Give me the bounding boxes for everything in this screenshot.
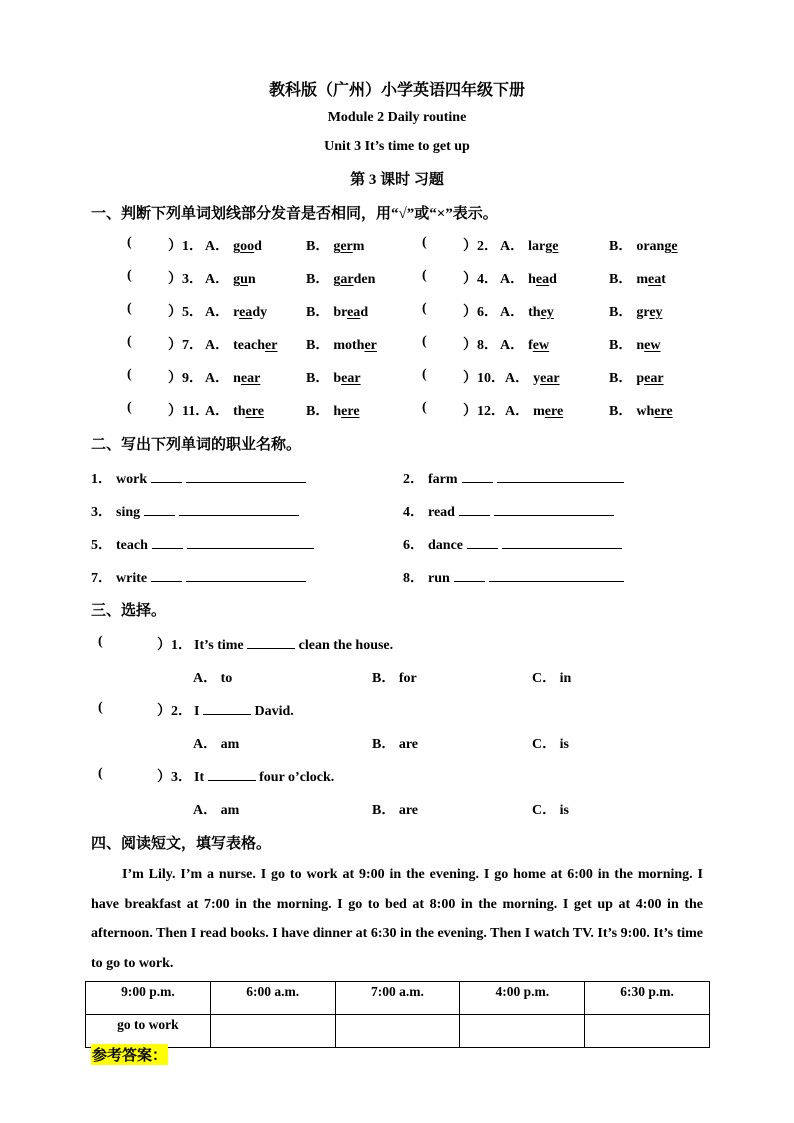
option-letter: A． xyxy=(505,404,530,419)
dash-line xyxy=(467,543,498,549)
word-part: wh xyxy=(636,404,655,419)
base-word: read xyxy=(428,505,455,520)
profession-item xyxy=(91,468,306,488)
underlined-part: ew xyxy=(532,338,550,353)
option-letter: A． xyxy=(500,239,525,254)
word-part: moth xyxy=(333,338,365,353)
item-number: ）1． xyxy=(168,239,203,254)
choice-option[interactable]: C． in xyxy=(532,671,572,686)
underlined-part: ey xyxy=(649,305,663,320)
lesson-title: 第 3 课时 习题 xyxy=(350,172,444,188)
fill-in-blank[interactable] xyxy=(247,637,295,649)
underlined-part: u xyxy=(240,272,248,287)
answer-paren-open[interactable]: ( xyxy=(127,301,132,316)
word-part: d xyxy=(360,305,369,320)
answer-paren-open[interactable]: ( xyxy=(422,268,427,283)
word-option-b xyxy=(609,301,663,321)
base-word: teach xyxy=(116,538,148,553)
activity-cell: go to work xyxy=(86,1015,211,1048)
word-part: r xyxy=(233,305,240,320)
question-text: David. xyxy=(254,704,294,719)
word-part: h xyxy=(528,272,536,287)
activity-cell[interactable] xyxy=(585,1015,710,1048)
item-number: ）8． xyxy=(463,338,498,353)
dash-line xyxy=(152,543,183,549)
word-option-a xyxy=(205,367,260,387)
document-title: 教科版（广州）小学英语四年级下册 xyxy=(268,82,525,99)
underlined-part: ea xyxy=(648,272,662,287)
fill-in-blank[interactable] xyxy=(203,703,251,715)
time-cell: 6:00 a.m. xyxy=(210,982,335,1015)
choice-option[interactable]: C． is xyxy=(532,803,569,818)
word-part: y xyxy=(533,371,541,386)
word-part: g xyxy=(233,272,241,287)
item-number: 2． xyxy=(403,472,424,487)
dash-line xyxy=(151,576,182,582)
underlined-part: ar xyxy=(340,272,354,287)
word-option-b xyxy=(306,301,368,321)
underlined-part: ear xyxy=(644,371,664,386)
option-letter: B． xyxy=(609,272,633,287)
underlined-part: ere xyxy=(654,404,673,419)
part1-heading: 一、判断下列单词划线部分发音是否相同，用“√”或“×”表示。 xyxy=(91,206,498,222)
word-option-a xyxy=(205,235,262,255)
word-option-b xyxy=(609,334,660,354)
choice-option[interactable]: B． are xyxy=(372,737,419,752)
answer-paren-open[interactable]: ( xyxy=(127,268,132,283)
item-number: ）3． xyxy=(168,272,203,287)
question-text: four o’clock. xyxy=(259,770,335,785)
part3-heading: 三、选择。 xyxy=(91,603,167,619)
activity-cell[interactable] xyxy=(210,1015,335,1048)
word-option-a xyxy=(500,334,549,354)
question-text: It xyxy=(194,770,205,785)
underlined-part: er xyxy=(340,239,353,254)
base-word: farm xyxy=(428,472,458,487)
word-part: t xyxy=(661,272,666,287)
word-part: m xyxy=(533,404,545,419)
option-letter: B． xyxy=(306,338,330,353)
table-row-times xyxy=(86,982,710,1015)
item-number: 4． xyxy=(403,505,424,520)
word-part: p xyxy=(636,371,645,386)
word-part: den xyxy=(353,272,376,287)
time-cell: 9:00 p.m. xyxy=(86,982,211,1015)
item-number: ）5． xyxy=(168,305,203,320)
activity-cell[interactable] xyxy=(460,1015,585,1048)
item-number: 3． xyxy=(91,505,112,520)
answer-paren-open[interactable]: ( xyxy=(422,367,427,382)
question-text: clean the house. xyxy=(298,638,394,653)
answer-key-label: 参考答案： xyxy=(91,1044,168,1065)
answer-paren-open[interactable]: ( xyxy=(127,334,132,349)
word-option-b xyxy=(609,268,666,288)
word-part: n xyxy=(636,338,645,353)
underlined-part: ere xyxy=(341,404,360,419)
part2-heading: 二、写出下列单词的职业名称。 xyxy=(91,437,302,453)
choice-option[interactable]: B． are xyxy=(372,803,419,818)
option-letter: B． xyxy=(609,338,633,353)
question-text: I xyxy=(194,704,200,719)
item-number: 1． xyxy=(91,472,112,487)
word-option-b xyxy=(306,367,361,387)
underlined-part: ew xyxy=(644,338,661,353)
option-letter: A． xyxy=(205,404,230,419)
profession-item xyxy=(403,567,624,587)
answer-paren-open[interactable]: ( xyxy=(127,235,132,250)
profession-answer-blank[interactable] xyxy=(489,570,624,582)
base-word: sing xyxy=(116,505,141,520)
answer-paren-open[interactable]: ( xyxy=(98,700,103,715)
answer-paren-open[interactable]: ( xyxy=(98,634,103,649)
profession-item xyxy=(91,501,299,521)
word-option-a xyxy=(205,400,264,420)
item-number: ）11． xyxy=(168,404,210,419)
item-number: ）2． xyxy=(463,239,498,254)
dash-line xyxy=(144,510,175,516)
profession-item xyxy=(403,534,622,554)
word-option-a xyxy=(500,235,558,255)
underlined-part: oo xyxy=(240,239,255,254)
item-number: ）4． xyxy=(463,272,498,287)
answer-paren-open[interactable]: ( xyxy=(422,235,427,250)
word-option-a xyxy=(205,301,267,321)
dash-line xyxy=(151,477,182,483)
option-letter: B． xyxy=(306,239,330,254)
option-letter: B． xyxy=(306,272,330,287)
word-part: b xyxy=(333,371,342,386)
option-letter: A． xyxy=(500,272,525,287)
underlined-part: er xyxy=(265,338,278,353)
word-option-b xyxy=(306,400,360,420)
reading-paragraph: I’m Lily. I’m a nurse. I go to work at 9:00 in the evening. I go home at 6:00 in the morning. I have breakfast at 7:00 in the morning. I go to bed at 8:00 in the morning. I get up at 4:00 in the afternoon. Then I read books. I have dinner at 6:30 in the evening. Then I watch TV. It’s 9:00. It’s time to go to work. xyxy=(91,867,703,971)
profession-answer-blank[interactable] xyxy=(494,504,614,516)
answer-paren-open[interactable]: ( xyxy=(422,301,427,316)
item-number: 6． xyxy=(403,538,424,553)
question-number: ）3． xyxy=(157,770,192,785)
base-word: run xyxy=(428,571,450,586)
underlined-part: ge xyxy=(545,239,559,254)
choice-option[interactable]: A． am xyxy=(193,803,240,818)
part4-heading: 四、阅读短文，填写表格。 xyxy=(91,836,272,852)
profession-answer-blank[interactable] xyxy=(186,570,306,582)
underlined-part: ear xyxy=(341,371,361,386)
option-letter: A． xyxy=(500,305,525,320)
item-number: 8． xyxy=(403,571,424,586)
option-letter: B． xyxy=(609,404,633,419)
profession-answer-blank[interactable] xyxy=(502,537,622,549)
base-word: write xyxy=(116,571,148,586)
profession-answer-blank[interactable] xyxy=(187,537,314,549)
word-part: m xyxy=(352,239,365,254)
choice-option[interactable]: B． for xyxy=(372,671,417,686)
time-cell: 6:30 p.m. xyxy=(585,982,710,1015)
word-part: th xyxy=(233,404,246,419)
word-part: g xyxy=(333,272,341,287)
table-row-activities xyxy=(86,1015,710,1048)
word-option-b xyxy=(609,235,678,255)
option-letter: A． xyxy=(205,371,230,386)
profession-item xyxy=(403,468,624,488)
profession-item xyxy=(403,501,614,521)
choice-option[interactable]: A． to xyxy=(193,671,233,686)
word-part: n xyxy=(233,371,241,386)
dash-line xyxy=(459,510,490,516)
dash-line xyxy=(462,477,493,483)
module-title: Module 2 Daily routine xyxy=(327,110,467,125)
option-letter: B． xyxy=(306,305,330,320)
word-option-b xyxy=(609,367,664,387)
word-option-a xyxy=(500,301,554,321)
underlined-part: ey xyxy=(540,305,554,320)
option-letter: B． xyxy=(609,305,633,320)
word-option-b xyxy=(609,400,673,420)
word-part: h xyxy=(333,404,342,419)
question-text: It’s time xyxy=(194,638,244,653)
underlined-part: ere xyxy=(544,404,564,419)
option-letter: A． xyxy=(500,338,525,353)
word-part: br xyxy=(333,305,348,320)
option-letter: B． xyxy=(609,239,633,254)
option-letter: A． xyxy=(505,371,530,386)
item-number: ）12． xyxy=(463,404,505,419)
word-part: lar xyxy=(528,239,546,254)
option-letter: B． xyxy=(609,371,633,386)
item-number: ）6． xyxy=(463,305,498,320)
word-option-a xyxy=(505,400,563,420)
word-option-b xyxy=(306,268,375,288)
profession-answer-blank[interactable] xyxy=(186,471,306,483)
underlined-part: ea xyxy=(535,272,550,287)
profession-answer-blank[interactable] xyxy=(497,471,624,483)
question-number: ）1． xyxy=(157,638,192,653)
base-word: work xyxy=(116,472,148,487)
profession-item xyxy=(91,567,306,587)
answer-paren-open[interactable]: ( xyxy=(422,400,427,415)
word-part: d xyxy=(254,239,262,254)
word-part: th xyxy=(528,305,541,320)
option-letter: B． xyxy=(306,404,330,419)
underlined-part: er xyxy=(364,338,377,353)
word-part: g xyxy=(233,239,241,254)
word-part: g xyxy=(333,239,341,254)
time-cell: 4:00 p.m. xyxy=(460,982,585,1015)
answer-paren-open[interactable]: ( xyxy=(127,367,132,382)
choice-option[interactable]: A． am xyxy=(193,737,240,752)
question-line xyxy=(157,766,334,786)
option-letter: A． xyxy=(205,272,230,287)
word-option-a xyxy=(505,367,560,387)
profession-item xyxy=(91,534,314,554)
word-option-b xyxy=(306,235,364,255)
dash-line xyxy=(454,576,485,582)
word-part: n xyxy=(247,272,256,287)
word-part: f xyxy=(528,338,533,353)
underlined-part: ea xyxy=(239,305,253,320)
time-cell: 7:00 a.m. xyxy=(335,982,460,1015)
question-number: ）2． xyxy=(157,704,192,719)
underlined-part: ear xyxy=(240,371,261,386)
word-option-a xyxy=(500,268,557,288)
item-number: 7． xyxy=(91,571,112,586)
base-word: dance xyxy=(428,538,463,553)
schedule-table xyxy=(85,981,710,1048)
underlined-part: ge xyxy=(664,239,678,254)
word-part: gr xyxy=(636,305,650,320)
option-letter: A． xyxy=(205,305,230,320)
item-number: ）10． xyxy=(463,371,505,386)
option-letter: B． xyxy=(306,371,330,386)
question-line xyxy=(157,634,393,654)
word-part: oran xyxy=(636,239,665,254)
question-line xyxy=(157,700,294,720)
word-part: d xyxy=(549,272,557,287)
item-number: 5． xyxy=(91,538,112,553)
underlined-part: ere xyxy=(245,404,264,419)
answer-paren-open[interactable]: ( xyxy=(98,766,103,781)
item-number: ）9． xyxy=(168,371,203,386)
activity-cell[interactable] xyxy=(335,1015,460,1048)
underlined-part: ear xyxy=(540,371,560,386)
item-number: ）7． xyxy=(168,338,203,353)
profession-answer-blank[interactable] xyxy=(179,504,299,516)
word-option-b xyxy=(306,334,377,354)
answer-paren-open[interactable]: ( xyxy=(422,334,427,349)
option-letter: A． xyxy=(205,338,230,353)
option-letter: A． xyxy=(205,239,230,254)
word-option-a xyxy=(205,268,256,288)
answer-paren-open[interactable]: ( xyxy=(127,400,132,415)
word-option-a xyxy=(205,334,277,354)
underlined-part: ea xyxy=(347,305,361,320)
word-part: m xyxy=(636,272,649,287)
word-part: teach xyxy=(233,338,266,353)
word-part: dy xyxy=(252,305,268,320)
unit-title: Unit 3 It’s time to get up xyxy=(324,139,470,154)
fill-in-blank[interactable] xyxy=(208,769,256,781)
choice-option[interactable]: C． is xyxy=(532,737,569,752)
